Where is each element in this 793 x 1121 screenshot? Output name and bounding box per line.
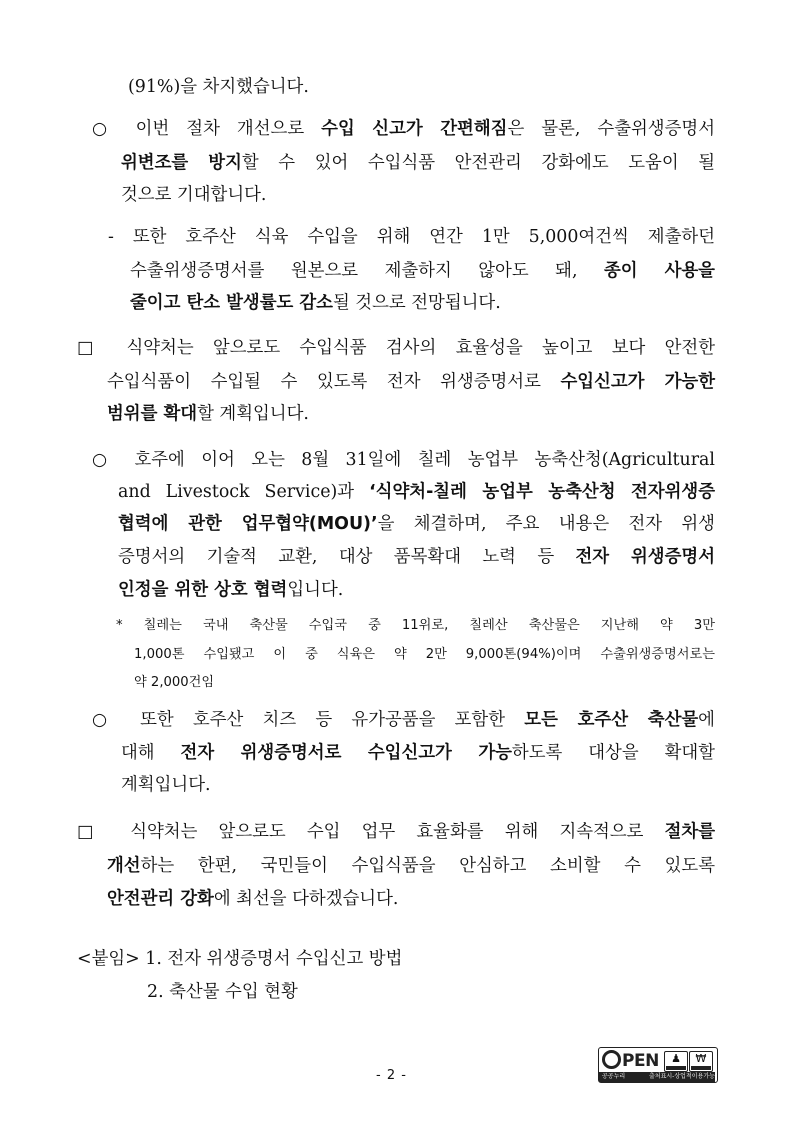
text-run: 계획입니다. (121, 775, 211, 795)
emphasis-text: 협력에 관한 업무협약(MOU)’ (118, 514, 378, 534)
emphasis-text: 전자 위생증명서로 수입신고가 가능 (180, 743, 512, 763)
open-label: PEN (622, 1051, 659, 1071)
emphasis-text: 종이 사용을 (603, 261, 715, 281)
text-line (77, 340, 715, 357)
text-line (121, 187, 266, 204)
text-line (107, 858, 715, 875)
emphasis-text: 전자 위생증명서 (575, 547, 715, 567)
text-run: 것으로 기대합니다. (121, 185, 267, 205)
text-run: 할 계획입니다. (197, 404, 309, 424)
open-circle-icon (602, 1050, 621, 1069)
text-run: ○ 호주에 이어 오는 8월 31일에 칠레 농업부 농축산청(Agricultural (92, 450, 715, 470)
text-line (92, 121, 715, 138)
emphasis-text: 수입 신고가 간편해짐 (321, 119, 508, 139)
emphasis-text: 범위를 확대 (107, 404, 198, 424)
text-run: 은 물론, 수출위생증명서 (507, 119, 715, 139)
emphasis-text: 모든 호주산 축산물 (524, 710, 699, 730)
text-line (130, 295, 501, 312)
page-number: - 2 - (376, 1068, 407, 1083)
text-run: 대해 (121, 743, 181, 763)
open-logo (602, 1050, 660, 1071)
footnote-line (134, 648, 715, 661)
footnote-line (134, 676, 214, 689)
text-run: 입니다. (287, 580, 344, 600)
open-license-badge (598, 1047, 718, 1083)
text-run: 수출위생증명서를 원본으로 제출하지 않아도 돼, (130, 261, 604, 281)
emphasis-text: 수입신고가 가능한 (560, 372, 715, 392)
attachment-line (147, 984, 298, 1001)
text-line (121, 745, 715, 762)
text-run: 될 것으로 전망됩니다. (332, 293, 501, 313)
text-run: (91%)을 차지했습니다. (128, 77, 309, 97)
emphasis-text: ‘식약처-칠레 농업부 농축산청 전자위생증 (369, 482, 715, 502)
text-run: and Livestock Service)과 (118, 482, 370, 502)
text-line (128, 79, 309, 96)
text-run: 하는 한편, 국민들이 수입식품을 안심하고 소비할 수 있도록 (140, 856, 715, 876)
text-run: 할 수 있어 수입식품 안전관리 강화에도 도움이 될 (241, 153, 716, 173)
footnote-line (116, 619, 715, 632)
text-line (118, 549, 715, 566)
attachment-line (77, 951, 402, 968)
text-run: - 또한 호주산 식육 수입을 위해 연간 1만 5,000여건씩 제출하던 (108, 227, 715, 247)
text-run: 증명서의 기술적 교환, 대상 품목확대 노력 등 (118, 547, 576, 567)
text-line (92, 452, 715, 469)
emphasis-text: 줄이고 탄소 발생률도 감소 (130, 293, 333, 313)
text-run: <붙임> 1. 전자 위생증명서 수입신고 방법 (77, 949, 403, 969)
attribution-person-icon: ♟ (664, 1051, 688, 1072)
text-line (121, 777, 211, 794)
text-run: 2. 축산물 수입 현황 (147, 982, 298, 1002)
emphasis-text: 인정을 위한 상호 협력 (118, 580, 288, 600)
license-type-text: 공공누리 (602, 1073, 626, 1080)
text-line (118, 484, 715, 501)
text-line (107, 891, 398, 908)
emphasis-text: 위변조를 방지 (121, 153, 242, 173)
text-line (107, 406, 309, 423)
text-run: 수입식품이 수입될 수 있도록 전자 위생증명서로 (107, 372, 561, 392)
text-run: 약 2,000건임 (134, 675, 215, 690)
text-run: □ 식약처는 앞으로도 수입식품 검사의 효율성을 높이고 보다 안전한 (77, 338, 715, 358)
text-run: ○ 이번 절차 개선으로 (92, 119, 322, 139)
text-line (121, 155, 715, 172)
text-run: 하도록 대상을 확대할 (511, 743, 715, 763)
emphasis-text: 개선 (107, 856, 141, 876)
commercial-use-icon: ₩ (689, 1051, 713, 1072)
text-line (92, 712, 715, 729)
text-line (107, 374, 715, 391)
text-line (108, 229, 715, 246)
text-run: ○ 또한 호주산 치즈 등 유가공품을 포함한 (92, 710, 525, 730)
emphasis-text: 절차를 (664, 822, 715, 842)
license-condition-text: 출처표시-상업적이용가능 (649, 1073, 715, 1080)
text-run: 1,000톤 수입됐고 이 중 식육은 약 2만 9,000톤(94%)이며 수출위생증명서로는 (134, 647, 715, 662)
license-caption (599, 1072, 715, 1082)
text-run: * 칠레는 국내 축산물 수입국 중 11위로, 칠레산 축산물은 지난해 약 3만 (116, 618, 715, 633)
text-line (118, 516, 715, 533)
text-line (130, 263, 715, 280)
text-run: 을 체결하며, 주요 내용은 전자 위생 (377, 514, 715, 534)
text-run: 에 최선을 다하겠습니다. (213, 889, 399, 909)
text-line (77, 824, 715, 841)
text-run: 에 (698, 710, 715, 730)
text-run: □ 식약처는 앞으로도 수입 업무 효율화를 위해 지속적으로 (77, 822, 665, 842)
text-line (118, 582, 343, 599)
emphasis-text: 안전관리 강화 (107, 889, 214, 909)
